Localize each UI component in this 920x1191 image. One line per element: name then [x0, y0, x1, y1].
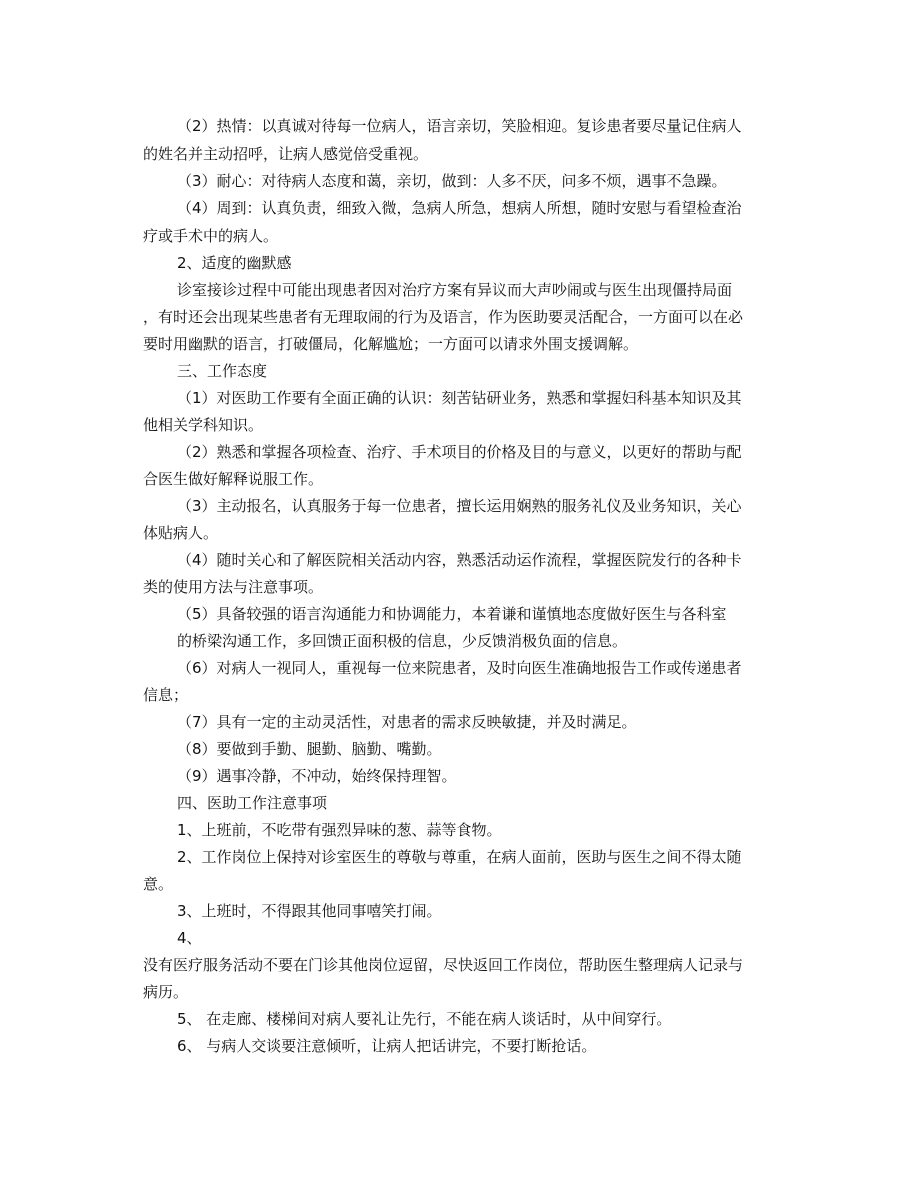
text-line: 1、上班前，不吃带有强烈异味的葱、蒜等食物。	[177, 821, 502, 839]
text-line: （2）热情：以真诚对待每一位病人，语言亲切，笑脸相迎。复诊患者要尽量记住病人	[177, 117, 742, 135]
text-line: 意。	[143, 875, 174, 893]
text-line: 5、 在走廊、楼梯间对病人要礼让先行，不能在病人谈话时，从中间穿行。	[177, 1010, 672, 1028]
text-line: ，有时还会出现某些患者有无理取闹的行为及语言，作为医助要灵活配合，一方面可以在必	[143, 308, 744, 326]
text-line: （4）随时关心和了解医院相关活动内容，熟悉活动运作流程，掌握医院发行的各种卡	[177, 551, 742, 569]
section-heading: 2、适度的幽默感	[177, 254, 292, 272]
text-line: 6、 与病人交谈要注意倾听，让病人把话讲完，不要打断抢话。	[177, 1037, 597, 1055]
text-line: （9）遇事冷静，不冲动，始终保持理智。	[177, 767, 457, 785]
section-heading: 四、医助工作注意事项	[177, 794, 328, 812]
section-heading: 三、工作态度	[177, 362, 268, 380]
text-line: 要时用幽默的语言，打破僵局，化解尴尬；一方面可以请求外围支援调解。	[143, 335, 639, 353]
text-line: 3、上班时，不得跟其他同事嘻笑打闹。	[177, 902, 442, 920]
text-line: 4、	[177, 929, 202, 947]
text-line: 体贴病人。	[143, 524, 219, 542]
text-line: 类的使用方法与注意事项。	[143, 578, 324, 596]
text-line: （5）具备较强的语言沟通能力和协调能力，本着谦和谨慎地态度做好医生与各科室	[177, 605, 727, 623]
text-line: （8）要做到手勤、腿勤、脑勤、嘴勤。	[177, 740, 442, 758]
text-line: 的姓名并主动招呼，让病人感觉倍受重视。	[143, 145, 429, 163]
text-line: （7）具有一定的主动灵活性，对患者的需求反映敏捷，并及时满足。	[177, 713, 637, 731]
text-line: 没有医疗服务活动不要在门诊其他岗位逗留，尽快返回工作岗位，帮助医生整理病人记录与	[143, 956, 744, 974]
text-line: 疗或手术中的病人。	[143, 227, 279, 245]
text-line: （4）周到：认真负责，细致入微，急病人所急，想病人所想，随时安慰与看望检查治	[177, 199, 742, 217]
text-line: （3）主动报名，认真服务于每一位患者，擅长运用娴熟的服务礼仪及业务知识，关心	[177, 497, 742, 515]
text-line: （2）熟悉和掌握各项检查、治疗、手术项目的价格及目的与意义，以更好的帮助与配	[177, 443, 742, 461]
text-line: 病历。	[143, 983, 189, 1001]
text-line: 合医生做好解释说服工作。	[143, 470, 324, 488]
text-line: （1）对医助工作要有全面正确的认识：刻苦钻研业务，熟悉和掌握妇科基本知识及其	[177, 389, 742, 407]
text-line: （3）耐心：对待病人态度和蔼，亲切，做到：人多不厌，问多不烦，遇事不急躁。	[177, 172, 727, 190]
text-line: 信息；	[143, 686, 189, 704]
text-line: 的桥梁沟通工作，多回馈正面积极的信息，少反馈消极负面的信息。	[177, 632, 628, 650]
text-line: 诊室接诊过程中可能出现患者因对治疗方案有异议而大声吵闹或与医生出现僵持局面	[177, 281, 733, 299]
text-line: 他相关学科知识。	[143, 416, 264, 434]
text-line: 2、工作岗位上保持对诊室医生的尊敬与尊重，在病人面前，医助与医生之间不得太随	[177, 848, 742, 866]
text-line: （6）对病人一视同人，重视每一位来院患者，及时向医生准确地报告工作或传递患者	[177, 659, 742, 677]
